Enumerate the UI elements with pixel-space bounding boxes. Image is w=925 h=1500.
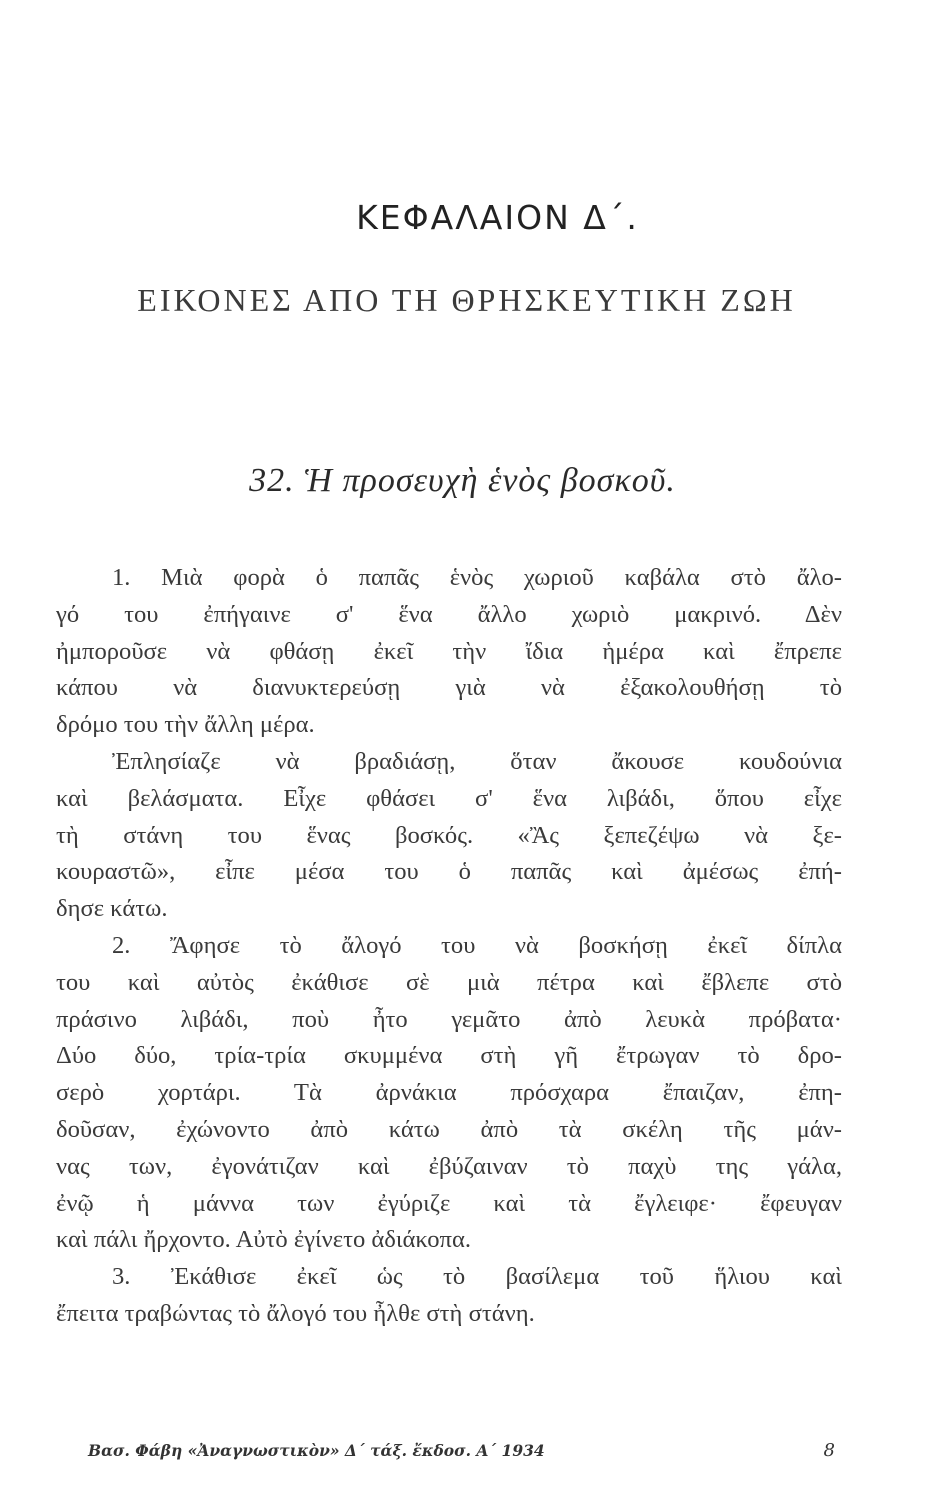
- text-line: του καὶ αὐτὸς ἐκάθισε σὲ μιὰ πέτρα καὶ ἔβλεπε στὸ: [56, 968, 842, 996]
- chapter-heading: ΚΕΦΑΛΑΙΟΝ Δ΄.: [356, 198, 639, 237]
- page-number: 8: [823, 1440, 835, 1461]
- section-title: 32. Ἡ προσευχὴ ἑνὸς βοσκοῦ.: [249, 462, 676, 499]
- text-line: καὶ βελάσματα. Εἶχε φθάσει σ' ἕνα λιβάδι, ὅπου εἶχε: [56, 784, 842, 812]
- text-line: Ἐπλησίαζε νὰ βραδιάσῃ, ὅταν ἄκουσε κουδούνια: [112, 747, 842, 775]
- text-line: σερὸ χορτάρι. Τὰ ἀρνάκια πρόσχαρα ἔπαιζαν, ἐπη-: [56, 1079, 842, 1107]
- text-line: δησε κάτω.: [56, 895, 168, 923]
- text-line: ἔπειτα τραβώντας τὸ ἄλογό του ἦλθε στὴ στάνη.: [56, 1299, 535, 1327]
- text-line: γό του ἐπήγαινε σ' ἕνα ἄλλο χωριὸ μακρινό. Δὲν: [56, 600, 842, 628]
- text-line: κουραστῶ», εἶπε μέσα του ὁ παπᾶς καὶ ἀμέσως ἐπή-: [56, 858, 842, 886]
- text-line: κάπου νὰ διανυκτερεύσῃ γιὰ νὰ ἐξακολουθήσῃ τὸ: [56, 674, 842, 702]
- text-line: νας των, ἐγονάτιζαν καὶ ἐβύζαιναν τὸ παχὺ της γάλα,: [56, 1152, 842, 1180]
- text-line: 1. Μιὰ φορὰ ὁ παπᾶς ἑνὸς χωριοῦ καβάλα στὸ ἄλο-: [112, 564, 842, 591]
- text-line: δοῦσαν, ἐχώνοντο ἀπὸ κάτω ἀπὸ τὰ σκέλη τῆς μάν-: [56, 1115, 842, 1143]
- text-line: καὶ πάλι ἤρχοντο. Αὐτὸ ἐγίνετο ἀδιάκοπα.: [56, 1226, 471, 1254]
- chapter-subtitle: ΕΙΚΟΝΕΣ ΑΠΟ ΤΗ ΘΡΗΣΚΕΥΤΙΚΗ ΖΩΗ: [137, 282, 796, 318]
- page-footer: [88, 1440, 835, 1461]
- text-line: 2. Ἄφησε τὸ ἄλογό του νὰ βοσκήσῃ ἐκεῖ δίπλα: [112, 931, 842, 959]
- footer-citation: Βασ. Φάβη «Ἀναγνωστικὸν» Δ΄ τάξ. ἔκδοσ. Α΄ 1934: [88, 1441, 545, 1460]
- text-line: Δύο δύο, τρία-τρία σκυμμένα στὴ γῆ ἔτρωγαν τὸ δρο-: [56, 1042, 842, 1070]
- text-line: 3. Ἐκάθισε ἐκεῖ ὡς τὸ βασίλεμα τοῦ ἥλιου καὶ: [112, 1263, 842, 1291]
- body-text: [56, 560, 842, 1333]
- text-line: τὴ στάνη του ἕνας βοσκός. «Ἂς ξεπεζέψω νὰ ξε-: [56, 821, 842, 849]
- text-line: ἠμποροῦσε νὰ φθάσῃ ἐκεῖ τὴν ἴδια ἡμέρα καὶ ἔπρεπε: [56, 637, 842, 665]
- text-line: πράσινο λιβάδι, ποὺ ἦτο γεμᾶτο ἀπὸ λευκὰ πρόβατα·: [56, 1005, 842, 1033]
- text-line: ἐνῷ ἡ μάννα των ἐγύριζε καὶ τὰ ἔγλειφε· ἔφευγαν: [56, 1189, 842, 1217]
- text-line: δρόμο του τὴν ἄλλη μέρα.: [56, 711, 315, 739]
